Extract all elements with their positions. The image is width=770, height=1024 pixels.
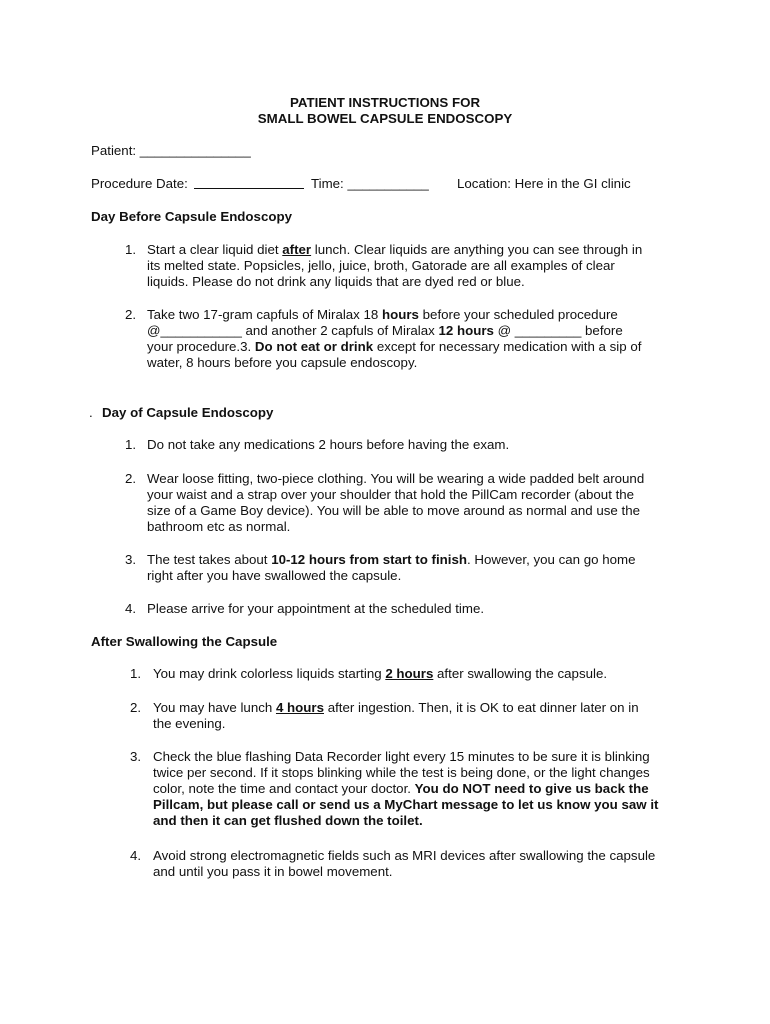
list-item-number: 4. [130, 848, 142, 863]
list-item-line: and until you pass it in bowel movement. [153, 864, 393, 879]
section-bullet: . [89, 405, 93, 420]
list-item-line: Start a clear liquid diet after lunch. Clear liquids are anything you can see through in [147, 242, 643, 257]
list-item-line: You may have lunch 4 hours after ingestion. Then, it is OK to eat dinner later on in [153, 700, 639, 715]
list-item-line: and then it can get flushed down the toilet. [153, 813, 423, 828]
list-item-line: Do not take any medications 2 hours before having the exam. [147, 437, 510, 452]
list-item-line: twice per second. If it stops blinking while the test is being done, or the light changes [153, 765, 650, 780]
list-item-number: 2. [130, 700, 142, 715]
list-item-line: your procedure.3. Do not eat or drink except for necessary medication with a sip of [147, 339, 642, 354]
list-item-number: 1. [125, 242, 137, 257]
list-item-number: 2. [125, 471, 137, 486]
procedure-date-label: Procedure Date: [91, 176, 188, 191]
list-item-line: bathroom etc as normal. [147, 519, 291, 534]
patient-field: Patient: _______________ [91, 143, 251, 158]
procedure-date-blank [194, 176, 304, 189]
list-item-line: The test takes about 10-12 hours from start to finish. However, you can go home [147, 552, 636, 567]
list-item-line: Take two 17-gram capfuls of Miralax 18 hours before your scheduled procedure [147, 307, 618, 322]
list-item-line: size of a Game Boy device). You will be able to move around as normal and use the [147, 503, 641, 518]
list-item-line: its melted state. Popsicles, jello, juice, broth, Gatorade are all examples of clear [147, 258, 615, 273]
list-item-line: color, note the time and contact your doctor. You do NOT need to give us back the [153, 781, 649, 796]
section-heading-after: After Swallowing the Capsule [91, 634, 278, 649]
list-item-number: 1. [125, 437, 137, 452]
list-item-number: 4. [125, 601, 137, 616]
document-title-line-1: PATIENT INSTRUCTIONS FOR [289, 95, 481, 110]
list-item-number: 1. [130, 666, 142, 681]
list-item-line: Avoid strong electromagnetic fields such as MRI devices after swallowing the capsule [153, 848, 656, 863]
list-item-number: 3. [125, 552, 137, 567]
list-item-line: Wear loose fitting, two-piece clothing. You will be wearing a wide padded belt around [147, 471, 645, 486]
list-item-line: Pillcam, but please call or send us a MyChart message to let us know you saw it [153, 797, 659, 812]
list-item-line: your waist and a strap over your shoulder that hold the PillCam recorder (about the [147, 487, 635, 502]
section-heading-day-of: Day of Capsule Endoscopy [102, 405, 274, 420]
list-item-line: right after you have swallowed the capsule. [147, 568, 402, 583]
procedure-location: Location: Here in the GI clinic [457, 176, 631, 191]
list-item-line: @___________ and another 2 capfuls of Miralax 12 hours @ _________ before [147, 323, 623, 338]
list-item-line: liquids. Please do not drink any liquids that are dyed red or blue. [147, 274, 525, 289]
list-item-number: 2. [125, 307, 137, 322]
list-item-number: 3. [130, 749, 142, 764]
section-heading-day-before: Day Before Capsule Endoscopy [91, 209, 292, 224]
list-item-line: Please arrive for your appointment at the scheduled time. [147, 601, 485, 616]
procedure-time-field: Time: ___________ [311, 176, 429, 191]
document-title-line-2: SMALL BOWEL CAPSULE ENDOSCOPY [257, 111, 513, 126]
list-item-line: the evening. [153, 716, 226, 731]
list-item-line: You may drink colorless liquids starting 2 hours after swallowing the capsule. [153, 666, 608, 681]
list-item-line: water, 8 hours before you capsule endoscopy. [147, 355, 418, 370]
list-item-line: Check the blue flashing Data Recorder light every 15 minutes to be sure it is blinking [153, 749, 650, 764]
